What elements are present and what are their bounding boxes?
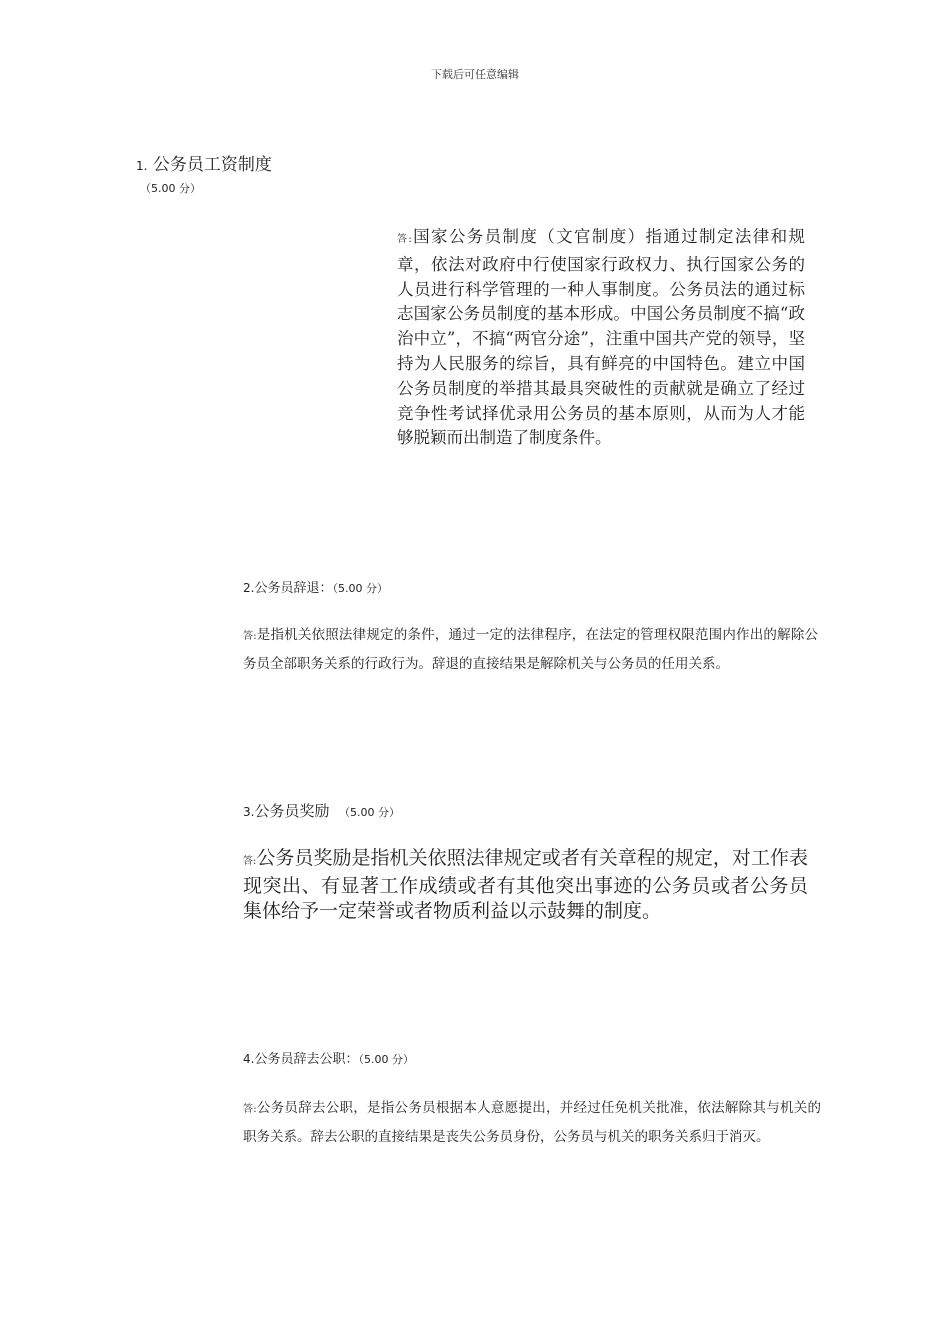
question-2-title <box>243 577 388 596</box>
question-4-number: 4. <box>243 1052 255 1066</box>
answer-3 <box>243 846 808 924</box>
question-4-separator: ： <box>345 1052 359 1067</box>
question-4-title <box>243 1048 414 1067</box>
question-1-number: 1. <box>136 159 148 173</box>
answer-1-label: 答: <box>397 234 412 245</box>
answer-2 <box>243 622 818 677</box>
question-3-separator <box>329 802 334 820</box>
answer-3-text: 公务员奖励是指机关依照法律规定或者有关章程的规定，对工作表现突出、有显著工作成绩或者有其他突出事迹的公务员或者公务员集体给予一定荣誉或者物质利益以示鼓舞的制度。 <box>243 847 808 922</box>
question-4-score: （5.00 分） <box>358 1053 414 1066</box>
answer-4 <box>243 1095 821 1150</box>
question-1-title <box>136 150 272 175</box>
question-2-number: 2. <box>243 581 255 595</box>
question-2-score: （5.00 分） <box>332 582 388 595</box>
answer-2-text: 是指机关依照法律规定的条件，通过一定的法律程序，在法定的管理权限范围内作出的解除公务员全部职务关系的行政行为。辞退的直接结果是解除机关与公务员的任用关系。 <box>243 627 819 672</box>
answer-4-text: 公务员辞去公职，是指公务员根据本人意愿提出，并经过任免机关批准，依法解除其与机关的职务关系。辞去公职的直接结果是丧失公务员身份，公务员与机关的职务关系归于消灭。 <box>243 1100 821 1145</box>
question-4-text: 公务员辞去公职 <box>254 1052 346 1067</box>
question-2-text: 公务员辞退 <box>254 581 320 596</box>
answer-1-text: 国家公务员制度（文官制度）指通过制定法律和规章，依法对政府中行使国家行政权力、执行国家公务的人员进行科学管理的一种人事制度。公务员法的通过标志国家公务员制度的基本形成。中国公务员制度不搞“政治中立”，不搞“两官分途”，注重中国共产党的领导，坚持为人民服务的综旨，具有鲜亮的中国特色。建立中国公务员制度的举措其最具突破性的贡献就是确立了经过竞争性考试择优录用公务员的基本原则，从而为人才能够脱颖而出制造了制度条件。 <box>397 227 805 448</box>
answer-3-label: 答: <box>243 856 257 867</box>
answer-1 <box>397 225 805 451</box>
answer-4-label: 答: <box>243 1104 257 1115</box>
question-3-text: 公务员奖励 <box>254 802 330 820</box>
question-1-text: 公务员工资制度 <box>152 155 272 175</box>
question-3-score: （5.00 分） <box>339 806 401 819</box>
question-3-title <box>243 800 400 821</box>
page-header: 下载后可任意编辑 <box>431 68 519 81</box>
question-1-score: （5.00 分） <box>140 182 201 195</box>
question-2-separator: ： <box>319 581 333 596</box>
question-3-number: 3. <box>243 805 255 819</box>
answer-2-label: 答: <box>243 631 257 642</box>
